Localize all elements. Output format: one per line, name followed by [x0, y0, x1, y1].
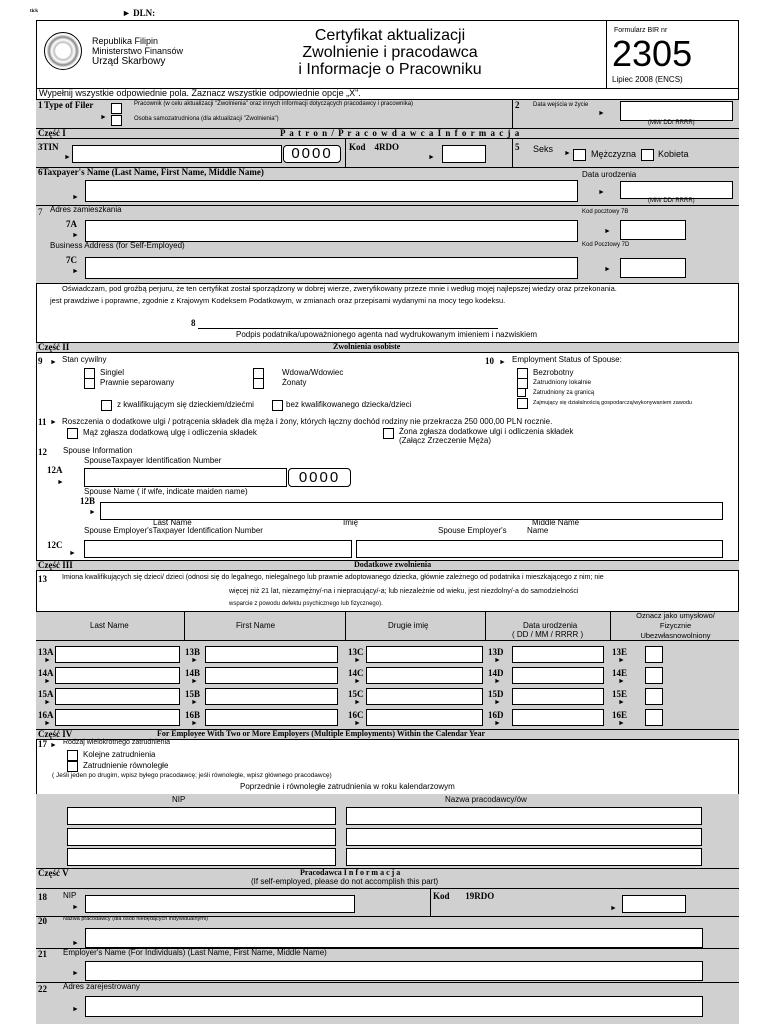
item-7-number: 7 — [38, 207, 43, 217]
item-13-number: 13 — [38, 574, 47, 584]
child-4-first-name[interactable] — [205, 709, 338, 726]
spouse-local-label: Zatrudniony lokalnie — [533, 379, 592, 386]
sex-male-checkbox[interactable] — [573, 149, 586, 161]
declaration-line-2: jest prawdziwe i poprawne, zgodnie z Krajowym Kodeksem Podatkowym, w zmianach oraz przepisami wydanymi na mocy tego kodeksu. — [50, 296, 506, 305]
civil-married-label: Żonaty — [282, 378, 307, 387]
filer-employee-checkbox[interactable] — [111, 103, 122, 114]
employer-name-individual-input[interactable] — [85, 961, 703, 981]
col-incapacitated-1: Oznacz jako umysłowo/ — [636, 611, 715, 620]
prev-employer-2-tin[interactable] — [67, 828, 336, 846]
filer-type-label: Type of Filer — [44, 100, 94, 110]
child-1-incapacitated[interactable] — [645, 646, 663, 663]
item-1-number: 1 — [38, 100, 43, 110]
item-5-number: 5 — [515, 142, 520, 152]
col-dob: Data urodzenia — [523, 621, 578, 630]
child-1-last-name[interactable] — [55, 646, 180, 663]
residence-address-input[interactable] — [85, 220, 578, 242]
children-text-3: wsparcie z powodu defektu psychicznego lub fizycznego). — [229, 601, 383, 607]
item-9-number: 9 — [38, 356, 43, 366]
child-3-incapacitated[interactable] — [645, 688, 663, 705]
item-10-number: 10 — [485, 356, 494, 366]
item-7a-number: 7A — [66, 219, 77, 229]
waiver-note: (Załącz Zrzeczenie Męża) — [399, 436, 492, 445]
top-mark: tick — [30, 9, 39, 14]
effective-date-format: (MM/ DD/ RRRR) — [648, 120, 695, 126]
part-3-label: Część III — [38, 560, 73, 570]
part-4-title: For Employee With Two or More Employers (Multiple Employments) Within the Calendar Year — [157, 729, 485, 738]
child-3-middle-name[interactable] — [366, 688, 483, 705]
part-1-label: Część I — [38, 128, 66, 138]
tin-branch-code: 0000 — [283, 145, 341, 163]
child-1-dob[interactable] — [512, 646, 604, 663]
spouse-last-name-label: Last Name — [153, 518, 192, 527]
rdo-label: Kod 4RDO — [349, 142, 400, 152]
part-1-title: P a t r o n / P r a c o w d a w c a I n f o r m a c j a — [280, 128, 521, 138]
spouse-info-label: Spouse Information — [63, 446, 133, 455]
spouse-business-checkbox[interactable] — [517, 398, 528, 409]
form-title-3: i Informacje o Pracowniku — [298, 61, 482, 78]
form-title-1: Certyfikat aktualizacji — [314, 27, 466, 44]
children-text-1: Imiona kwalifikujących się dzieci/ dzieci (odnosi się do legalnego, nielegalnego lub prawnie adoptowanego dziecka, głównie zależnego od podatnika i mieszkającego z nim; nie — [62, 574, 604, 581]
item-12b-number: 12B — [80, 496, 96, 506]
item-22-number: 22 — [38, 984, 47, 994]
instructions: Wypełnij wszystkie odpowiednie pola. Zaznacz wszystkie odpowiednie opcje „X". — [39, 88, 361, 98]
part-4-label: Część IV — [38, 729, 73, 739]
employer-tin-label: NIP — [63, 891, 77, 900]
prev-employer-3-name[interactable] — [346, 848, 702, 866]
spouse-tin-label: SpouseTaxpayer Identification Number — [84, 456, 222, 465]
child-2-middle-name[interactable] — [366, 667, 483, 684]
filer-self-employed-label: Osoba samozatrudniona (dla aktualizacji "Zwolnienia") — [134, 116, 279, 122]
employer-tin-input[interactable] — [85, 895, 355, 913]
address-label: Adres zamieszkania — [50, 205, 122, 214]
child-4-incapacitated[interactable] — [645, 709, 663, 726]
form-title-2: Zwolnienie i pracodawca — [302, 44, 478, 61]
col-incapacitated-3: Ubezwłasnowolniony — [640, 631, 711, 640]
spouse-employer-tin-label: Spouse Employer'sTaxpayer Identification Number — [84, 526, 263, 535]
taxpayer-name-input[interactable] — [85, 180, 578, 202]
employer-name-nonindividual-label: Nazwa pracodawcy (dla osób niebędących indywidualnymi) — [63, 916, 208, 922]
child-1-first-name[interactable] — [205, 646, 338, 663]
registered-address-input[interactable] — [85, 996, 703, 1017]
additional-exemption-label: Roszczenia o dodatkowe ulgi / potrącenia składek dla męża i żony, których łączny dochód rodziny nie przekracza 250 000,00 PLN rocznie. — [62, 417, 553, 426]
child-2-dob[interactable] — [512, 667, 604, 684]
dob-format: (MM/ DD/ RRRR) — [648, 198, 695, 204]
prev-employer-3-tin[interactable] — [67, 848, 336, 866]
child-2-first-name[interactable] — [205, 667, 338, 684]
part-2-title: Zwolnienia osobiste — [333, 342, 401, 351]
employer-name-individual-label: Employer's Name (For Individuals) (Last Name, First Name, Middle Name) — [63, 948, 327, 957]
part-5-subtitle: (If self-employed, please do not accomplish this part) — [251, 877, 439, 886]
part-5-title: Pracodawca I n f o r m a c j a — [300, 868, 401, 877]
husband-claims-label: Mąż zgłasza dodatkową ulgę i odliczenia składek — [83, 428, 257, 437]
item-12c-number: 12C — [47, 540, 63, 550]
col-last-name: Last Name — [90, 621, 129, 630]
zip-7b-input[interactable] — [620, 220, 686, 240]
effective-date-label: Data wejścia w życie — [533, 102, 589, 108]
item-6-label: 6Taxpayer's Name (Last Name, First Name, Middle Name) — [38, 167, 264, 177]
effective-date-input[interactable] — [620, 101, 733, 121]
multiple-employment-label: Rodzaj wielokrotnego zatrudnienia — [63, 739, 171, 746]
col-incapacitated-2: Fizycznie — [659, 621, 692, 630]
form-number: 2305 — [612, 33, 693, 74]
issuer-line-2: Ministerstwo Finansów — [92, 46, 184, 56]
part-3-title: Dodatkowe zwolnienia — [354, 560, 432, 569]
concurrent-employment-checkbox[interactable] — [67, 761, 78, 772]
employer-tin-header: NIP — [172, 795, 186, 804]
child-4-middle-name[interactable] — [366, 709, 483, 726]
without-child-checkbox[interactable] — [272, 400, 283, 411]
spouse-status-label: Employment Status of Spouse: — [512, 355, 622, 364]
bureau-seal-icon — [44, 32, 82, 70]
children-text-2: więcej niż 21 lat, niezamężny/-na i niepracujący/-a; lub niezależnie od wieku, jest niezdolny/-a do samodzielności — [229, 588, 579, 595]
form-label: Formularz BIR nr — [614, 27, 668, 34]
item-3-number: 3TIN — [38, 142, 59, 152]
dln-label: ► DLN: — [122, 8, 156, 18]
item-21-number: 21 — [38, 949, 47, 959]
wife-claims-label: Żona zgłasza dodatkowe ulgi i odliczenia składek — [399, 427, 574, 436]
item-11-number: 11 — [38, 417, 47, 427]
part-5-label: Część V — [38, 868, 69, 878]
filer-self-employed-checkbox[interactable] — [111, 115, 122, 126]
civil-status-label: Stan cywilny — [62, 355, 107, 364]
registered-address-label: Adres zarejestrowany — [63, 982, 140, 991]
child-3-first-name[interactable] — [205, 688, 338, 705]
employer-name-nonindividual-input[interactable] — [85, 928, 703, 948]
child-3-last-name[interactable] — [55, 688, 180, 705]
signature-caption: Podpis podatnika/upoważnionego agenta nad wydrukowanym imieniem i nazwiskiem — [236, 330, 538, 339]
child-3-dob[interactable] — [512, 688, 604, 705]
signature-line[interactable] — [198, 328, 498, 329]
issuer-line-1: Republika Filipin — [92, 36, 159, 46]
with-child-checkbox[interactable] — [101, 400, 112, 411]
prev-employer-2-name[interactable] — [346, 828, 702, 846]
without-child-label: bez kwalifikowanego dziecka/dzieci — [286, 400, 412, 409]
item-17-number: 17 — [38, 739, 47, 749]
item-12a-number: 12A — [47, 465, 63, 475]
spouse-employer-name-input[interactable] — [356, 540, 723, 558]
tin-input[interactable] — [72, 145, 282, 163]
sex-female-label: Kobieta — [658, 149, 689, 159]
spouse-unemployed-label: Bezrobotny — [533, 368, 574, 377]
dob-label: Data urodzenia — [582, 170, 637, 179]
civil-widow-label: Wdowa/Wdowiec — [282, 368, 344, 377]
child-2-incapacitated[interactable] — [645, 667, 663, 684]
spouse-name-label: Spouse Name ( if wife, indicate maiden name) — [84, 487, 248, 496]
successive-employment-checkbox[interactable] — [67, 750, 78, 761]
item-20-number: 20 — [38, 916, 47, 926]
spouse-business-label: Zajmujący się działalnością gospodarczą/wykonywaniem zawodu — [533, 400, 692, 406]
employer-rdo-input[interactable] — [622, 895, 686, 913]
spouse-tin-branch: 0000 — [288, 468, 351, 487]
prev-employer-1-name[interactable] — [346, 807, 702, 825]
wife-claims-checkbox[interactable] — [383, 428, 394, 439]
item-2-number: 2 — [515, 100, 520, 110]
civil-separated-checkbox[interactable] — [84, 378, 95, 389]
dob-input[interactable] — [620, 181, 733, 199]
col-middle-name: Drugie imię — [388, 621, 429, 630]
employer-name-header: Nazwa pracodawcy/ów — [445, 795, 527, 804]
concurrent-employment-label: Zatrudnienie równoległe — [83, 761, 169, 770]
spouse-tin-input[interactable] — [84, 468, 287, 487]
sex-label: Seks — [533, 144, 554, 154]
spouse-name-input[interactable] — [100, 502, 723, 520]
successive-employment-label: Kolejne zatrudnienia — [83, 750, 156, 759]
business-address-input[interactable] — [85, 257, 578, 279]
child-4-dob[interactable] — [512, 709, 604, 726]
col-first-name: First Name — [236, 621, 276, 630]
spouse-abroad-label: Zatrudniony za granicą — [533, 390, 595, 396]
husband-claims-checkbox[interactable] — [67, 428, 78, 439]
spouse-employer-name-label-2: Name — [527, 526, 549, 535]
previous-employment-label: Poprzednie i równoległe zatrudnienia w roku kalendarzowym — [240, 782, 455, 791]
sex-male-label: Mężczyzna — [591, 149, 637, 159]
employer-rdo-label: Kod 19RDO — [433, 891, 495, 901]
item-18-number: 18 — [38, 892, 47, 902]
zip-7b-label: Kod pocztowy 7B — [582, 209, 629, 215]
sex-female-checkbox[interactable] — [641, 149, 654, 161]
child-4-last-name[interactable] — [55, 709, 180, 726]
with-child-label: z kwalifikującym się dzieckiem/dziećmi — [117, 400, 254, 409]
item-12-number: 12 — [38, 447, 47, 457]
prev-employer-1-tin[interactable] — [67, 807, 336, 825]
child-2-last-name[interactable] — [55, 667, 180, 684]
col-dob-format: ( DD / MM / RRRR ) — [512, 630, 584, 639]
civil-married-checkbox[interactable] — [253, 378, 264, 389]
spouse-first-name-label: Imię — [343, 518, 359, 527]
civil-separated-label: Prawnie separowany — [100, 378, 175, 387]
zip-7d-label: Kod Pocztowy 7D — [582, 242, 630, 248]
employment-note: ( Jeśli jeden po drugim, wpisz byłego pracodawcę; jeśli równolegle, wpisz głównego pracodawcę) — [52, 772, 332, 779]
part-2-label: Część II — [38, 342, 70, 352]
spouse-employer-tin-input[interactable] — [84, 540, 352, 558]
declaration-line-1: Oświadczam, pod groźbą perjuru, że ten certyfikat został sporządzony w dobrej wierze, zweryfikowany przeze mnie i według mojej najlepszej wiedzy oraz przekonania. — [62, 284, 617, 293]
zip-7d-input[interactable] — [620, 258, 686, 278]
form-edition: Lipiec 2008 (ENCS) — [612, 75, 683, 84]
civil-single-label: Singiel — [100, 368, 125, 377]
item-8-number: 8 — [191, 318, 196, 328]
child-1-middle-name[interactable] — [366, 646, 483, 663]
spouse-abroad-checkbox[interactable] — [517, 388, 526, 397]
filer-employee-label: Pracownik (w celu aktualizacji "Zwolnienia" oraz innych informacji dotyczących pracodawcy i pracownika) — [134, 101, 414, 107]
rdo-code-input[interactable] — [442, 145, 486, 163]
business-address-label: Business Address (for Self-Employed) — [50, 241, 185, 250]
item-7c-number: 7C — [66, 255, 77, 265]
spouse-middle-name-label: Middle Name — [532, 518, 580, 527]
issuer-line-3: Urząd Skarbowy — [92, 56, 166, 67]
spouse-employer-name-label-1: Spouse Employer's — [438, 526, 507, 535]
